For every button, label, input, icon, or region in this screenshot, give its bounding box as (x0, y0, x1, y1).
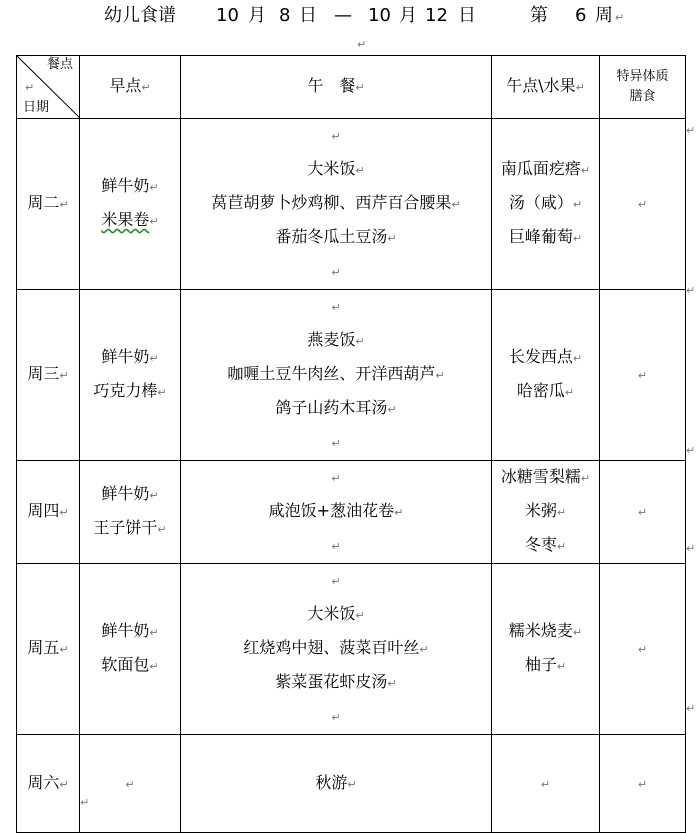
header-special-line2: 膳食 (629, 89, 656, 104)
lunch-line (181, 255, 491, 289)
header-lunch-label: 午 餐 (307, 76, 356, 95)
breakfast-line (80, 170, 180, 204)
lunch-text: 莴苣胡萝卜炒鸡柳、西芹百合腰果 (211, 193, 452, 212)
header-breakfast (80, 56, 181, 119)
lunch-cell (181, 461, 492, 564)
lunch-lines (181, 767, 491, 801)
lunch-lines (181, 461, 491, 563)
menu-row (17, 461, 686, 564)
special-diet-cell (600, 735, 686, 833)
lunch-line (181, 358, 491, 392)
day-cell (17, 461, 80, 564)
snack-text: 哈密瓜 (516, 381, 565, 400)
snack-text: 米粥 (524, 501, 557, 520)
breakfast-lines (80, 341, 180, 409)
header-snack-label: 午点\水果 (506, 76, 576, 95)
paragraph-mark: ↵ (686, 444, 696, 457)
lunch-line (181, 119, 491, 153)
paragraph-mark: ↵ (556, 506, 567, 519)
special-diet-cell (600, 290, 686, 461)
paragraph-mark: ↵ (435, 369, 445, 382)
paragraph-mark: ↵ (331, 130, 341, 143)
title-day-start: 8 (279, 5, 291, 26)
title-week-prefix: 第 (530, 5, 548, 26)
menu-table (16, 55, 686, 833)
paragraph-mark: ↵ (149, 660, 159, 673)
day-label: 周四 (27, 501, 60, 520)
paragraph-mark: ↵ (149, 352, 159, 365)
paragraph-mark: ↵ (575, 81, 585, 94)
header-special-line1: 特异体质 (616, 69, 669, 84)
paragraph-mark: ↵ (686, 702, 696, 715)
day-label: 周六 (27, 772, 60, 792)
lunch-text: 咸泡饭+葱油花卷 (268, 501, 395, 520)
lunch-line (181, 426, 491, 460)
menu-row (17, 564, 686, 735)
paragraph-mark: ↵ (451, 198, 461, 211)
paragraph-mark: ↵ (157, 523, 167, 536)
paragraph-mark: ↵ (556, 540, 567, 553)
day-label: 周三 (27, 364, 60, 383)
lunch-line (181, 700, 491, 734)
lunch-line (181, 495, 491, 529)
lunch-text: 秋游 (315, 772, 348, 792)
title-month-label-2: 月 (399, 5, 417, 26)
paragraph-mark: ↵ (141, 81, 151, 94)
snack-cell (492, 564, 600, 735)
day-label: 周二 (27, 193, 60, 212)
snack-cell (492, 461, 600, 564)
paragraph-mark: ↵ (125, 777, 135, 791)
breakfast-line (80, 615, 180, 649)
snack-line (492, 529, 599, 563)
lunch-cell (181, 735, 492, 833)
lunch-text: 红烧鸡中翅、菠菜百叶丝 (243, 638, 420, 657)
day-cell (17, 564, 80, 735)
snack-line (492, 767, 599, 801)
lunch-text: 燕麦饭 (307, 330, 356, 349)
day-cell (17, 119, 80, 290)
breakfast-cell (80, 461, 181, 564)
paragraph-mark: ↵ (59, 643, 69, 656)
paragraph-mark: ↵ (149, 626, 159, 639)
snack-line (492, 153, 599, 187)
breakfast-lines (80, 767, 180, 801)
paragraph-mark: ↵ (355, 609, 365, 622)
paragraph-mark: ↵ (637, 643, 648, 656)
paragraph-mark: ↵ (637, 198, 648, 211)
special-diet-cell (600, 461, 686, 564)
lunch-line (181, 632, 491, 666)
title-month-start: 10 (216, 5, 239, 26)
title-week-number: 6 (575, 5, 587, 26)
title-month-end: 10 (368, 5, 391, 26)
snack-line (492, 649, 599, 683)
paragraph-mark: ↵ (59, 777, 69, 791)
breakfast-cell (80, 290, 181, 461)
day-label: 周五 (27, 638, 60, 657)
paragraph-mark: ↵ (331, 437, 341, 450)
lunch-line (181, 461, 491, 495)
menu-row (17, 735, 686, 833)
snack-text: 冰糖雪梨糯 (500, 467, 581, 486)
snack-cell (492, 290, 600, 461)
breakfast-cell (80, 119, 181, 290)
snack-cell (492, 735, 600, 833)
lunch-cell (181, 564, 492, 735)
snack-text: 南瓜面疙瘩 (500, 159, 581, 178)
breakfast-line (80, 375, 180, 409)
menu-row (17, 290, 686, 461)
breakfast-text: 软面包 (101, 655, 150, 674)
snack-text: 巨峰葡萄 (508, 227, 573, 246)
special-diet-cell (600, 564, 686, 735)
paragraph-mark: ↵ (331, 301, 341, 314)
paragraph-mark: ↵ (80, 796, 90, 809)
paragraph-mark: ↵ (357, 38, 367, 51)
lunch-lines (181, 119, 491, 289)
breakfast-lines (80, 170, 180, 238)
title-name: 幼儿食谱 (104, 5, 176, 26)
breakfast-line (80, 341, 180, 375)
lunch-line (181, 529, 491, 563)
title-dash: — (334, 5, 352, 26)
lunch-line (181, 392, 491, 426)
lunch-lines (181, 290, 491, 460)
lunch-cell (181, 119, 492, 290)
snack-line (492, 341, 599, 375)
lunch-text: 鸽子山药木耳汤 (275, 398, 388, 417)
paragraph-mark: ↵ (387, 677, 397, 690)
header-breakfast-label: 早点 (109, 76, 142, 95)
snack-text: 柚子 (524, 655, 557, 674)
snack-cell (492, 119, 600, 290)
header-row (17, 56, 686, 119)
paragraph-mark: ↵ (540, 777, 551, 791)
paragraph-mark: ↵ (580, 472, 591, 485)
paragraph-mark: ↵ (387, 403, 397, 416)
title-day-label-2: 日 (458, 5, 476, 26)
paragraph-mark: ↵ (637, 777, 648, 791)
snack-lines (492, 615, 599, 683)
breakfast-line (80, 478, 180, 512)
paragraph-mark: ↵ (580, 164, 591, 177)
paragraph-mark: ↵ (387, 232, 397, 245)
paragraph-mark: ↵ (25, 81, 35, 94)
special-diet-cell (600, 119, 686, 290)
snack-text: 长发西点 (508, 347, 573, 366)
snack-text: 汤（咸） (508, 193, 573, 212)
paragraph-mark: ↵ (355, 81, 365, 94)
breakfast-line (80, 204, 180, 238)
lunch-line (181, 598, 491, 632)
header-special-diet (600, 56, 686, 119)
lunch-line (181, 153, 491, 187)
paragraph-mark: ↵ (686, 284, 696, 297)
snack-line (492, 495, 599, 529)
paragraph-mark: ↵ (572, 626, 583, 639)
header-corner-cell (17, 56, 80, 119)
paragraph-mark: ↵ (149, 181, 159, 194)
breakfast-text: 鲜牛奶 (101, 347, 150, 366)
breakfast-text: 鲜牛奶 (101, 621, 150, 640)
paragraph-mark: ↵ (149, 215, 159, 228)
breakfast-text: 鲜牛奶 (101, 176, 150, 195)
snack-lines (492, 153, 599, 255)
snack-text: 冬枣 (524, 535, 557, 554)
breakfast-text: 巧克力棒 (93, 381, 158, 400)
lunch-text: 番茄冬瓜土豆汤 (275, 227, 388, 246)
snack-lines (492, 461, 599, 563)
lunch-line (181, 324, 491, 358)
paragraph-mark: ↵ (686, 124, 696, 137)
lunch-text: 大米饭 (307, 159, 356, 178)
snack-lines (492, 767, 599, 801)
lunch-line (181, 767, 491, 801)
paragraph-mark: ↵ (149, 489, 159, 502)
breakfast-line (80, 767, 180, 801)
lunch-text: 紫菜蛋花虾皮汤 (275, 672, 388, 691)
breakfast-line (80, 649, 180, 683)
paragraph-mark: ↵ (59, 506, 69, 519)
title-week-suffix: 周 (595, 5, 613, 26)
lunch-text: 咖喱土豆牛肉丝、开洋西葫芦 (227, 364, 436, 383)
lunch-lines (181, 564, 491, 734)
breakfast-line (80, 512, 180, 546)
paragraph-mark: ↵ (615, 11, 625, 24)
paragraph-mark: ↵ (347, 777, 357, 791)
header-lunch (181, 56, 492, 119)
paragraph-mark: ↵ (637, 369, 648, 382)
lunch-text: 大米饭 (307, 604, 356, 623)
day-cell (17, 290, 80, 461)
header-date-label: 日期 (23, 100, 50, 115)
paragraph-mark: ↵ (331, 575, 341, 588)
breakfast-cell (80, 735, 181, 833)
paragraph-mark: ↵ (572, 232, 583, 245)
snack-line (492, 187, 599, 221)
header-meal-label: 餐点 (46, 57, 73, 72)
snack-line (492, 221, 599, 255)
snack-text: 糯米烧麦 (508, 621, 573, 640)
paragraph-mark: ↵ (572, 198, 583, 211)
paragraph-mark: ↵ (331, 711, 341, 724)
paragraph-mark: ↵ (419, 643, 429, 656)
title-month-label: 月 (248, 5, 266, 26)
breakfast-text: 王子饼干 (93, 518, 158, 537)
snack-lines (492, 341, 599, 409)
snack-line (492, 461, 599, 495)
menu-row (17, 119, 686, 290)
breakfast-cell (80, 564, 181, 735)
paragraph-mark: ↵ (564, 386, 575, 399)
lunch-line (181, 290, 491, 324)
snack-line (492, 615, 599, 649)
paragraph-mark: ↵ (59, 198, 69, 211)
lunch-line (181, 187, 491, 221)
paragraph-mark: ↵ (637, 506, 648, 519)
paragraph-mark: ↵ (331, 472, 341, 485)
paragraph-mark: ↵ (59, 369, 69, 382)
paragraph-mark: ↵ (686, 542, 696, 555)
paragraph-mark: ↵ (572, 352, 583, 365)
breakfast-text: 鲜牛奶 (101, 484, 150, 503)
paragraph-mark: ↵ (355, 335, 365, 348)
paragraph-mark: ↵ (157, 386, 167, 399)
paragraph-mark: ↵ (355, 164, 365, 177)
paragraph-mark: ↵ (331, 266, 341, 279)
breakfast-lines (80, 615, 180, 683)
lunch-line (181, 564, 491, 598)
title-day-end: 12 (425, 5, 448, 26)
header-snack (492, 56, 600, 119)
title-day-label: 日 (299, 5, 317, 26)
snack-line (492, 375, 599, 409)
paragraph-mark: ↵ (394, 506, 404, 519)
breakfast-text: 米果卷 (101, 210, 150, 229)
paragraph-mark: ↵ (556, 660, 567, 673)
lunch-cell (181, 290, 492, 461)
lunch-line (181, 666, 491, 700)
breakfast-lines (80, 478, 180, 546)
day-cell (17, 735, 80, 833)
menu-title (0, 4, 698, 28)
lunch-line (181, 221, 491, 255)
paragraph-mark: ↵ (331, 540, 341, 553)
